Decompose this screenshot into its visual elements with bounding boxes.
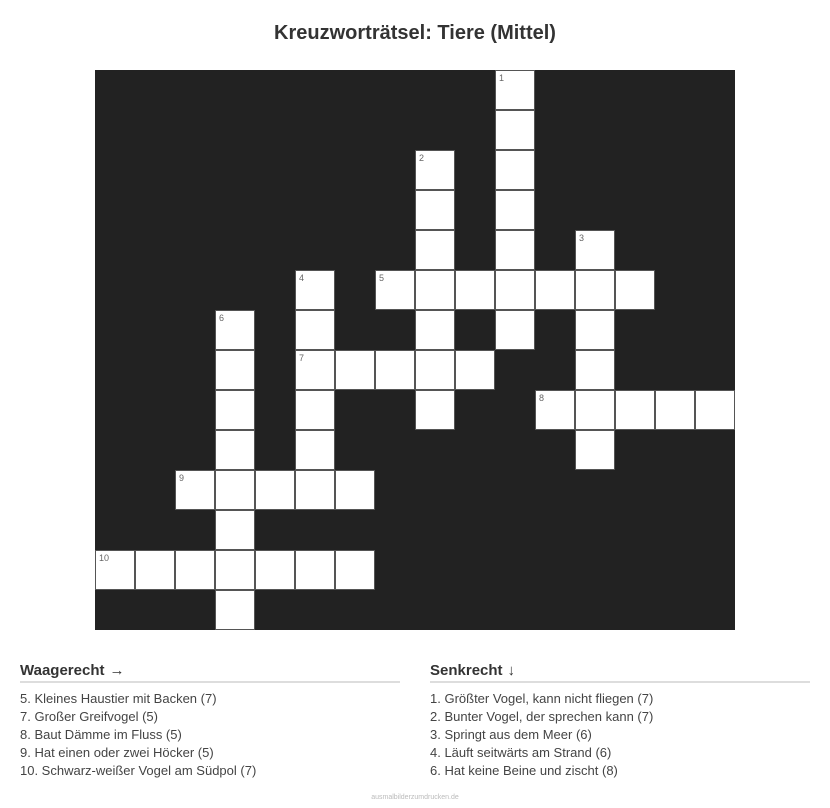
crossword-cell[interactable] <box>255 470 295 510</box>
down-clue: 3. Springt aus dem Meer (6) <box>430 727 592 742</box>
crossword-cell[interactable] <box>335 350 375 390</box>
crossword-cell[interactable] <box>135 550 175 590</box>
across-clue: 10. Schwarz-weißer Vogel am Südpol (7) <box>20 763 257 778</box>
clue-number: 8 <box>539 393 545 403</box>
crossword-cell[interactable] <box>335 550 375 590</box>
crossword-cell[interactable] <box>575 270 615 310</box>
across-clue: 9. Hat einen oder zwei Höcker (5) <box>20 745 214 760</box>
clue-number: 1 <box>499 73 505 83</box>
crossword-cell[interactable] <box>215 310 255 350</box>
crossword-cell[interactable] <box>415 350 455 390</box>
crossword-cell[interactable] <box>295 430 335 470</box>
crossword-cell[interactable] <box>295 350 335 390</box>
clue-number: 5 <box>379 273 385 283</box>
arrow-right-icon: → <box>109 662 125 679</box>
crossword-cell[interactable] <box>575 390 615 430</box>
crossword-cell[interactable] <box>575 230 615 270</box>
crossword-cell[interactable] <box>415 270 455 310</box>
down-heading-label: Senkrecht <box>430 662 503 679</box>
across-clue: 5. Kleines Haustier mit Backen (7) <box>20 691 217 706</box>
clue-number: 9 <box>179 473 185 483</box>
crossword-cell[interactable] <box>455 350 495 390</box>
across-clue: 7. Großer Greifvogel (5) <box>20 709 158 724</box>
crossword-cell[interactable] <box>295 550 335 590</box>
crossword-cell[interactable] <box>295 390 335 430</box>
crossword-cell[interactable] <box>215 510 255 550</box>
crossword-cell[interactable] <box>175 550 215 590</box>
across-heading <box>20 662 400 683</box>
down-clue: 4. Läuft seitwärts am Strand (6) <box>430 745 612 760</box>
crossword-cell[interactable] <box>575 310 615 350</box>
across-heading-label: Waagerecht <box>20 662 105 679</box>
down-heading <box>430 662 810 683</box>
across-clue-list <box>20 690 400 780</box>
crossword-cell[interactable] <box>495 310 535 350</box>
crossword-cell[interactable] <box>215 390 255 430</box>
crossword-cell[interactable] <box>655 390 695 430</box>
crossword-cell[interactable] <box>215 430 255 470</box>
across-clue: 8. Baut Dämme im Fluss (5) <box>20 727 182 742</box>
crossword-cell[interactable] <box>415 150 455 190</box>
crossword-cell[interactable] <box>255 550 295 590</box>
crossword-cell[interactable] <box>375 350 415 390</box>
down-clue-list <box>430 690 810 780</box>
crossword-cell[interactable] <box>175 470 215 510</box>
clue-number: 4 <box>299 273 305 283</box>
down-clue: 6. Hat keine Beine und zischt (8) <box>430 763 618 778</box>
crossword-cell[interactable] <box>215 470 255 510</box>
crossword-cell[interactable] <box>495 270 535 310</box>
clue-number: 10 <box>99 553 110 563</box>
crossword-cell[interactable] <box>295 270 335 310</box>
clue-number: 2 <box>419 153 425 163</box>
crossword-grid <box>95 70 735 630</box>
crossword-cell[interactable] <box>695 390 735 430</box>
page-title: Kreuzworträtsel: Tiere (Mittel) <box>274 22 556 44</box>
crossword-cell[interactable] <box>615 390 655 430</box>
crossword-cell[interactable] <box>295 310 335 350</box>
crossword-cell[interactable] <box>215 550 255 590</box>
crossword-cell[interactable] <box>375 270 415 310</box>
arrow-down-icon: ↓ <box>507 662 516 679</box>
crossword-cell[interactable] <box>535 270 575 310</box>
crossword-cell[interactable] <box>215 350 255 390</box>
crossword-cell[interactable] <box>415 230 455 270</box>
crossword-cell[interactable] <box>575 430 615 470</box>
crossword-cell[interactable] <box>95 550 135 590</box>
crossword-cell[interactable] <box>615 270 655 310</box>
crossword-cell[interactable] <box>415 310 455 350</box>
crossword-cell[interactable] <box>535 390 575 430</box>
clue-number: 3 <box>579 233 585 243</box>
crossword-cell[interactable] <box>215 590 255 630</box>
clue-number: 7 <box>299 353 305 363</box>
crossword-cell[interactable] <box>295 470 335 510</box>
down-clues-section <box>430 662 810 780</box>
down-clue: 2. Bunter Vogel, der sprechen kann (7) <box>430 709 654 724</box>
crossword-cell[interactable] <box>415 390 455 430</box>
crossword-cell[interactable] <box>495 110 535 150</box>
down-clue: 1. Größter Vogel, kann nicht fliegen (7) <box>430 691 654 706</box>
crossword-cell[interactable] <box>575 350 615 390</box>
crossword-cell[interactable] <box>495 190 535 230</box>
crossword-cell[interactable] <box>455 270 495 310</box>
crossword-cell[interactable] <box>495 70 535 110</box>
crossword-cell[interactable] <box>495 230 535 270</box>
footer-credit: ausmalbilderzumdrucken.de <box>371 794 459 801</box>
crossword-cell[interactable] <box>495 150 535 190</box>
crossword-cell[interactable] <box>415 190 455 230</box>
clue-number: 6 <box>219 313 225 323</box>
across-clues-section <box>20 662 400 780</box>
crossword-cell[interactable] <box>335 470 375 510</box>
